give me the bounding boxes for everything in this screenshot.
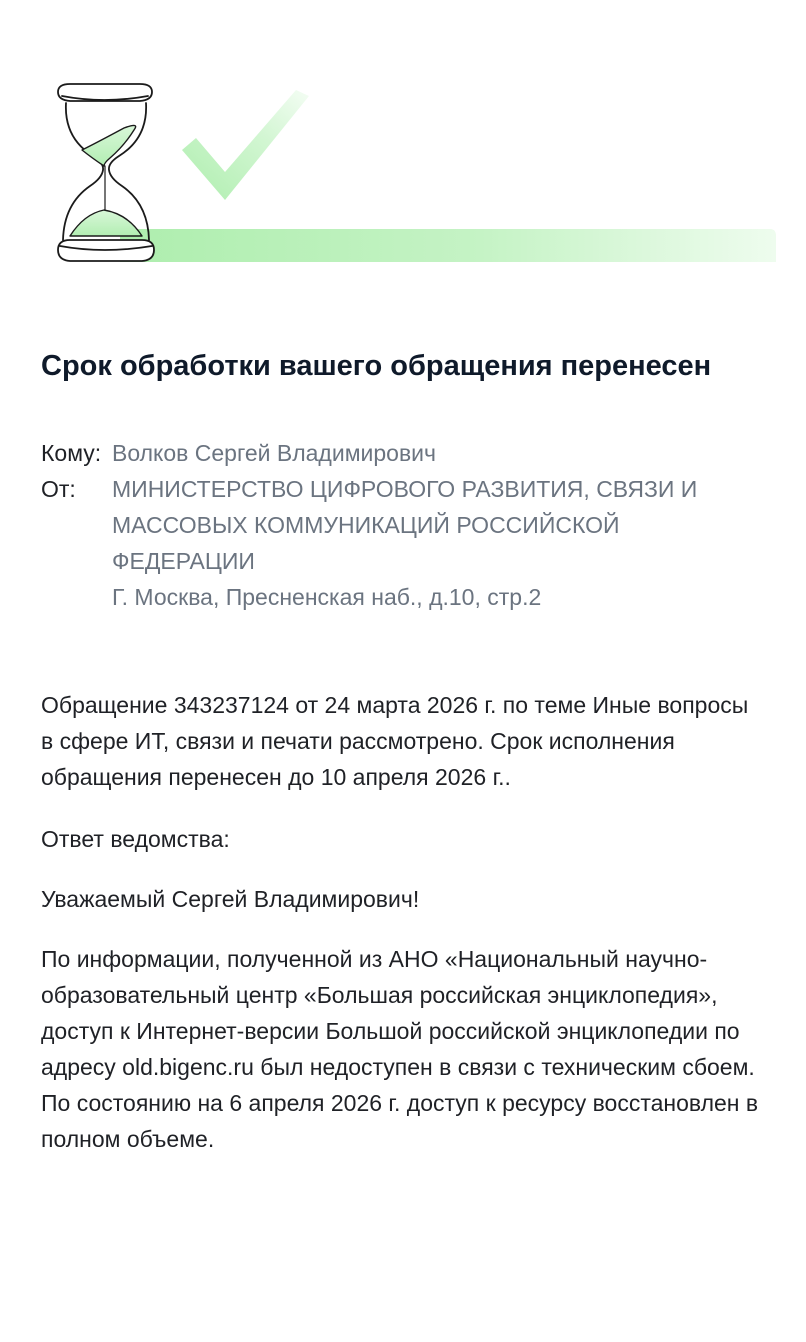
greeting-paragraph: Уважаемый Сергей Владимирович! xyxy=(41,886,420,912)
notice-paragraph: Обращение 343237124 от 24 марта 2026 г. по теме Иные вопросы в сфере ИТ, связи и печати рассмотрено. Срок исполнения обращения перенесен до 10 апреля 2026 г.. xyxy=(41,692,749,790)
sender-org-line: МАССОВЫХ КОММУНИКАЦИЙ РОССИЙСКОЙ xyxy=(112,512,620,538)
from-label: От: xyxy=(41,476,76,502)
sender-org-line: МИНИСТЕРСТВО ЦИФРОВОГО РАЗВИТИЯ, СВЯЗИ И xyxy=(112,476,698,502)
sender-org-line: ФЕДЕРАЦИИ xyxy=(112,548,255,574)
progress-bar-shape xyxy=(120,229,776,262)
hourglass-check-illustration xyxy=(0,0,806,290)
message-meta xyxy=(41,435,761,615)
answer-label: Ответ ведомства: xyxy=(41,826,230,852)
sender-details xyxy=(112,471,761,615)
recipient-name: Волков Сергей Владимирович xyxy=(112,440,436,466)
message-body xyxy=(41,687,766,1157)
check-mark-icon xyxy=(182,90,309,200)
sender-row xyxy=(41,471,761,615)
page-title: Срок обработки вашего обращения перенесен xyxy=(41,350,712,382)
to-label: Кому: xyxy=(41,440,102,466)
response-paragraph: По информации, полученной из АНО «Национальный научно-образовательный центр «Большая российская энциклопедия», доступ к Интернет-версии Большой российской энциклопедии по адресу old.bigenc.ru был недоступен в связи с техническим сбоем. По состоянию на 6 апреля 2026 г. доступ к ресурсу восстановлен в полном объеме. xyxy=(41,946,759,1152)
sender-address: Г. Москва, Пресненская наб., д.10, стр.2 xyxy=(112,584,542,610)
hourglass-icon xyxy=(58,84,154,261)
recipient-row xyxy=(41,435,761,471)
